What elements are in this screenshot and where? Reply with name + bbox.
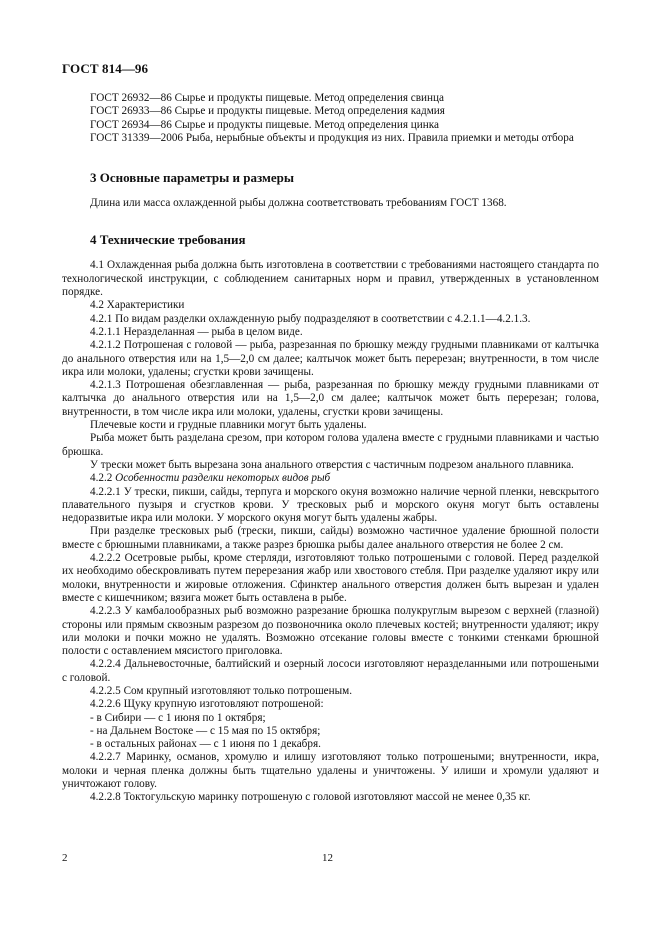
clause-4-2-1-3: 4.2.1.3 Потрошеная обезглавленная — рыба, разрезанная по брюшку между грудными плавниками от калтычка до анального отверстия или на 1,5—2,0 см далее; калтычок может быть перерезан; голова, внутренности, в том числе икра или молоки, удалены, сгустки крови зачищены. — [62, 379, 599, 418]
clause-4-2-title: 4.2 Характеристики — [90, 299, 185, 312]
clause-4-2-2-1: 4.2.2.1 У трески, пикши, сайды, терпуга и морского окуня возможно наличие черной пленки, невскрытого плавательного пузыря и сгустков крови. У тресковых рыб и морского окуня могут быть оставлены недоразвитые икра или молоки. У морского окуня могут быть удалены жабры. — [62, 485, 599, 525]
clause-4-2-1: 4.2.1 По видам разделки охлажденную рыбу подразделяют в соответствии с 4.2.1.1—4.2.1.3. — [90, 312, 531, 325]
clause-4-2-1-2: 4.2.1.2 Потрошеная с головой — рыба, разрезанная по брюшку между грудными плавниками от калтычка до анального отверстия или на 1,5—2,0 см далее; калтычок может быть перерезан; внутренности, в том числе икра или молоки, удалены; сгустки крови зачищены. — [62, 339, 599, 378]
paragraph-cod-family: При разделке тресковых рыб (трески, пикши, сайды) возможно частичное удаление брюшной полости вместе с брюшными плавниками, а также разрез брюшка рыбы далее анального отверстия не более 2 см. — [62, 525, 599, 551]
clause-4-2-2-4: 4.2.2.4 Дальневосточные, балтийский и озерный лососи изготовляют неразделанными или потрошеными с головой. — [62, 658, 599, 684]
clause-4-2-2-5: 4.2.2.5 Сом крупный изготовляют только потрошеным. — [90, 684, 353, 697]
page-number-center: 12 — [322, 852, 333, 864]
clause-4-2-2-7: 4.2.2.7 Маринку, османов, хромулю и илишу изготовляют только потрошеными; внутренности, икра, молоки и черная пленка должны быть тщательно удалены и уничтожены. У илиши и хромули удаляют и уничтожают голову. — [62, 751, 599, 791]
paragraph-cod: У трески может быть вырезана зона анального отверстия с частичным подрезом анального плавника. — [90, 458, 574, 471]
clause-4-2-1-1: 4.2.1.1 Неразделанная — рыба в целом виде. — [90, 325, 303, 338]
section-3-text: Длина или масса охлажденной рыбы должна соответствовать требованиям ГОСТ 1368. — [90, 197, 507, 210]
clause-4-2-2-6: 4.2.2.6 Щуку крупную изготовляют потрошеной: — [90, 698, 324, 711]
clause-4-2-2-8: 4.2.2.8 Токтогульскую маринку потрошеную с головой изготовляют массой не менее 0,35 кг. — [90, 791, 531, 804]
list-item: - в Сибири — с 1 июня по 1 октября; — [90, 711, 266, 724]
clause-4-2-2-2: 4.2.2.2 Осетровые рыбы, кроме стерляди, изготовляют только потрошеными с головой. Перед разделкой их необходимо обескровливать путем перерезания жабр или хвостового стебля. При разделке удаляют икру или молоки, внутренности и жировые отложения. Сфинктер анального отверстия должен быть вырезан и удален вместе с кишечником; вязига может быть оставлена в рыбе. — [62, 552, 599, 604]
paragraph-shoulder-bones: Плечевые кости и грудные плавники могут быть удалены. — [90, 419, 367, 432]
reference-line: ГОСТ 31339—2006 Рыба, нерыбные объекты и продукция из них. Правила приемки и методы отбора — [90, 131, 574, 144]
clause-4-2 — [62, 299, 599, 312]
reference-line: ГОСТ 26933—86 Сырье и продукты пищевые. Метод определения кадмия — [90, 105, 445, 118]
section-4-heading: 4 Технические требования — [90, 232, 246, 248]
list-item: - в остальных районах — с 1 июня по 1 декабря. — [90, 738, 321, 751]
list-item: - на Дальнем Востоке — с 15 мая по 15 октября; — [90, 724, 321, 737]
paragraph-cut: Рыба может быть разделана срезом, при котором голова удалена вместе с грудными плавниками и частью брюшка. — [62, 432, 599, 458]
clause-4-2-2-3: 4.2.2.3 У камбалообразных рыб возможно разрезание брюшка полукруглым вырезом с верхней (глазной) стороны или прямым сквозным разрезом до позвоночника около плечевых костей; внутренности удаляют; икру или молоки и почки можно не удалять. Возможно отсекание головы вместе с тонкими стенками брюшной полости с оставлением мясистого приголовка. — [62, 605, 599, 658]
clause-4-2-2 — [62, 472, 599, 485]
reference-line: ГОСТ 26934—86 Сырье и продукты пищевые. Метод определения цинка — [90, 118, 439, 131]
clause-4-1: 4.1 Охлажденная рыба должна быть изготовлена в соответствии с требованиями настоящего стандарта по технологической инструкции, с соблюдением санитарных норм и правил, утвержденных в установленном порядке. — [62, 259, 599, 299]
clause-4-2-2-number: 4.2.2 — [90, 472, 113, 485]
document-header: ГОСТ 814—96 — [62, 61, 149, 76]
clause-4-2-2-title: Особенности разделки некоторых видов рыб — [115, 472, 331, 485]
reference-line: ГОСТ 26932—86 Сырье и продукты пищевые. Метод определения свинца — [90, 92, 444, 104]
section-3-heading: 3 Основные параметры и размеры — [90, 170, 295, 186]
page-content — [62, 92, 599, 805]
page-number-left: 2 — [62, 852, 68, 864]
